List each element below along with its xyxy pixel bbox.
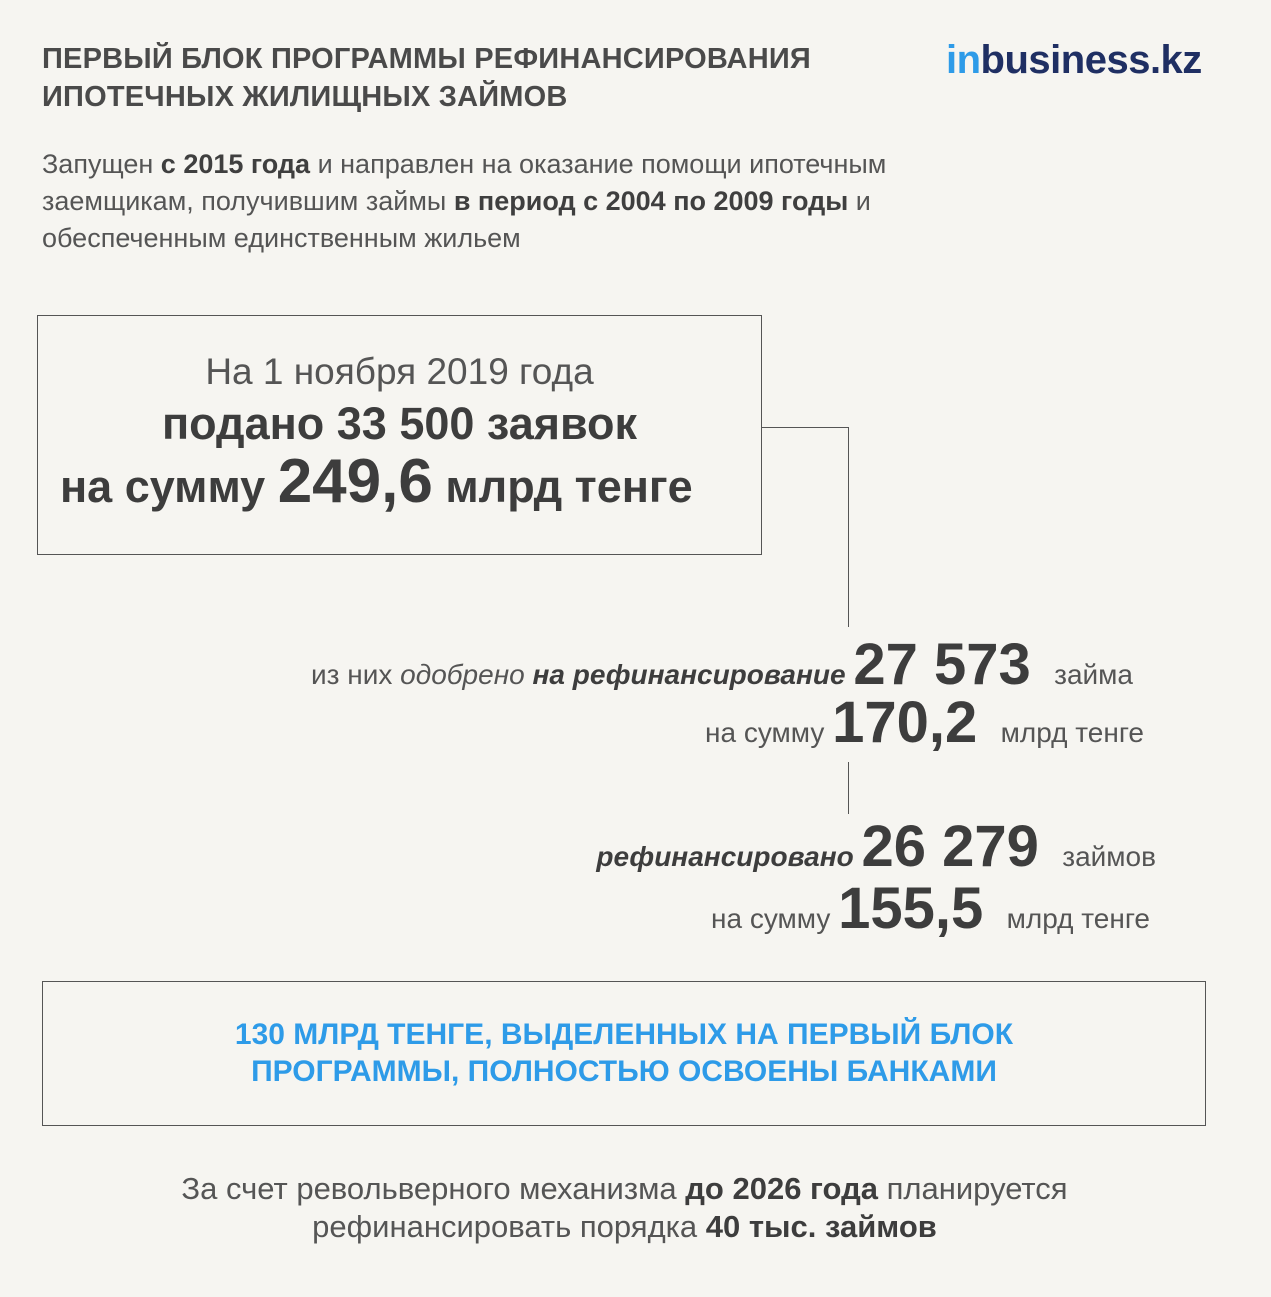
- refinanced-sum-unit: млрд тенге: [1006, 903, 1150, 934]
- footer-text-part: планируется: [878, 1171, 1068, 1206]
- highlight-text: [43, 1016, 1205, 1090]
- approved-count-row: [311, 632, 1133, 697]
- approved-count: 27 573: [853, 632, 1031, 697]
- title-line-2: ИПОТЕЧНЫХ ЖИЛИЩНЫХ ЗАЙМОВ: [42, 81, 568, 113]
- sum-prefix: на сумму: [60, 461, 278, 512]
- intro-line-1: [42, 146, 1022, 183]
- applications-count: подано 33 500 заявок: [161, 398, 638, 449]
- intro-text: [42, 146, 1022, 257]
- footer-text-part: За счет револьверного механизма: [181, 1171, 686, 1206]
- refinanced-count-unit: займов: [1062, 841, 1156, 872]
- approved-prefix: из них: [311, 659, 401, 690]
- connector-line: [848, 762, 849, 814]
- refinanced-sum-prefix: на сумму: [711, 903, 839, 934]
- approved-sum-row: [705, 690, 1144, 755]
- intro-year: с 2015 года: [160, 149, 311, 179]
- refinanced-label: рефинансировано: [596, 841, 862, 872]
- footer-line-1: [0, 1170, 1249, 1208]
- footer-loans: 40 тыс. займов: [705, 1209, 937, 1244]
- title-line-1: ПЕРВЫЙ БЛОК ПРОГРАММЫ РЕФИНАНСИРОВАНИЯ: [42, 43, 811, 75]
- logo-in: in: [946, 38, 981, 82]
- approved-italic: одобрено: [400, 659, 525, 690]
- approved-sum-value: 170,2: [832, 690, 978, 755]
- applications-sum: [60, 446, 693, 517]
- sum-value: 249,6: [277, 447, 433, 516]
- intro-text-part: и: [848, 186, 871, 216]
- page-title: [42, 40, 862, 116]
- sum-suffix: млрд тенге: [432, 461, 693, 512]
- refinanced-sum-value: 155,5: [838, 876, 984, 941]
- intro-period: в период с 2004 по 2009 годы: [453, 186, 849, 216]
- approved-sum-unit: млрд тенге: [1000, 717, 1144, 748]
- approved-label: на рефинансирование: [524, 659, 854, 690]
- footer-line-2: [0, 1208, 1249, 1246]
- footer-year: до 2026 года: [685, 1171, 879, 1206]
- logo-rest: business.kz: [980, 38, 1202, 82]
- approved-count-unit: займа: [1054, 659, 1133, 690]
- footer-text: [0, 1170, 1249, 1246]
- highlight-line-1: 130 МЛРД ТЕНГЕ, ВЫДЕЛЕННЫХ НА ПЕРВЫЙ БЛОК: [234, 1018, 1014, 1051]
- approved-sum-prefix: на сумму: [705, 717, 833, 748]
- intro-text-part: Запущен: [42, 149, 161, 179]
- applications-date: На 1 ноября 2019 года: [205, 351, 594, 392]
- intro-line-3: обеспеченным единственным жильем: [42, 223, 521, 253]
- intro-line-2: [42, 183, 1022, 220]
- connector-line: [848, 427, 849, 627]
- highlight-line-2: ПРОГРАММЫ, ПОЛНОСТЬЮ ОСВОЕНЫ БАНКАМИ: [251, 1055, 997, 1088]
- refinanced-count: 26 279: [861, 814, 1039, 879]
- intro-text-part: и направлен на оказание помощи ипотечным: [310, 149, 887, 179]
- intro-text-part: заемщикам, получившим займы: [42, 186, 454, 216]
- inbusiness-logo: [946, 38, 1202, 83]
- refinanced-count-row: [596, 814, 1156, 879]
- refinanced-sum-row: [711, 876, 1150, 941]
- connector-line: [762, 427, 848, 428]
- footer-text-part: рефинансировать порядка: [312, 1209, 706, 1244]
- highlight-box: [42, 981, 1206, 1126]
- applications-box: [37, 315, 762, 555]
